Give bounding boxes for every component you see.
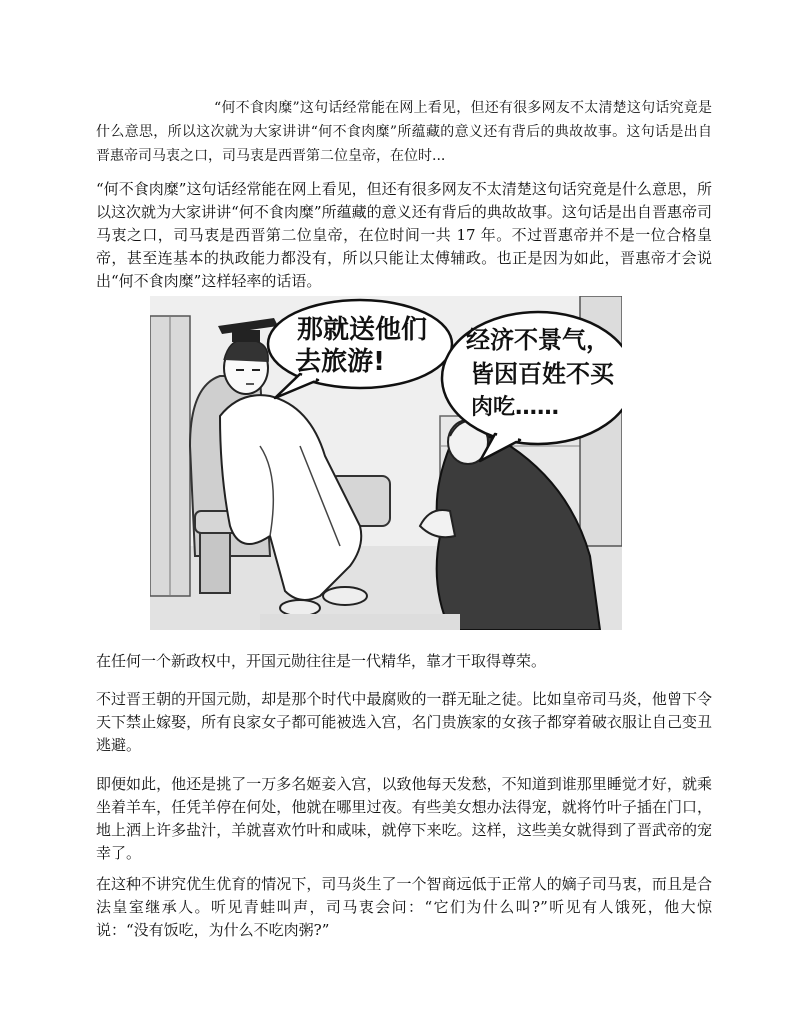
bubble-left-line-2: 去旅游! <box>295 347 385 377</box>
paragraph-1: “何不食肉糜”这句话经常能在网上看见，但还有很多网友不太清楚这句话究竟是什么意思，所以这次就为大家讲讲“何不食肉糜”所蕴藏的意义还有背后的典故故事。这句话是出自晋惠帝司马衷之口，司马衷是西晋第二位皇帝，在位时间一共 17 年。不过晋惠帝并不是一位合格皇帝，甚至连基本的执政能力都没有，所以只能让太傅辅政。也正是因为如此，晋惠帝才会说出“何不食肉糜”这样轻率的话语。 <box>96 180 712 290</box>
paragraph-3: 不过晋王朝的开国元勋，却是那个时代中最腐败的一群无耻之徒。比如皇帝司马炎，他曾下令天下禁止嫁娶，所有良家女子都可能被选入宫，名门贵族家的女孩子都穿着破衣服让自己变丑逃避。 <box>96 690 712 754</box>
paragraph-2: 在任何一个新政权中，开国元勋往往是一代精华，靠才干取得尊荣。 <box>96 652 547 670</box>
paragraph-5: 在这种不讲究优生优育的情况下，司马炎生了一个智商远低于正常人的嫡子司马衷，而且是合法皇室继承人。听见青蛙叫声，司马衷会问：“它们为什么叫?”听见有人饿死，他大惊说：“没有饭吃，为什么不吃肉粥?” <box>96 875 712 939</box>
comic-illustration <box>150 296 622 630</box>
bubble-right-line-3: 肉吃…… <box>470 395 560 420</box>
bubble-right-line-1: 经济不景气， <box>466 326 610 354</box>
bubble-left-line-1: 那就送他们 <box>296 315 428 345</box>
paragraph-4: 即便如此，他还是挑了一万多名姬妾入宫，以致他每天发愁，不知道到谁那里睡觉才好，就乘坐着羊车，任凭羊停在何处，他就在哪里过夜。有些美女想办法得宠，就将竹叶子插在门口，地上洒上许多盐汁，羊就喜欢竹叶和咸味，就停下来吃。这样，这些美女就得到了晋武帝的宠幸了。 <box>96 775 712 862</box>
bubble-right-line-2: 皆因百姓不买 <box>470 360 614 388</box>
article-summary: “何不食肉糜”这句话经常能在网上看见，但还有很多网友不太清楚这句话究竟是什么意思，所以这次就为大家讲讲“何不食肉糜”所蕴藏的意义还有背后的典故故事。这句话是出自晋惠帝司马衷之口，司马衷是西晋第二位皇帝，在位时... <box>96 100 712 164</box>
